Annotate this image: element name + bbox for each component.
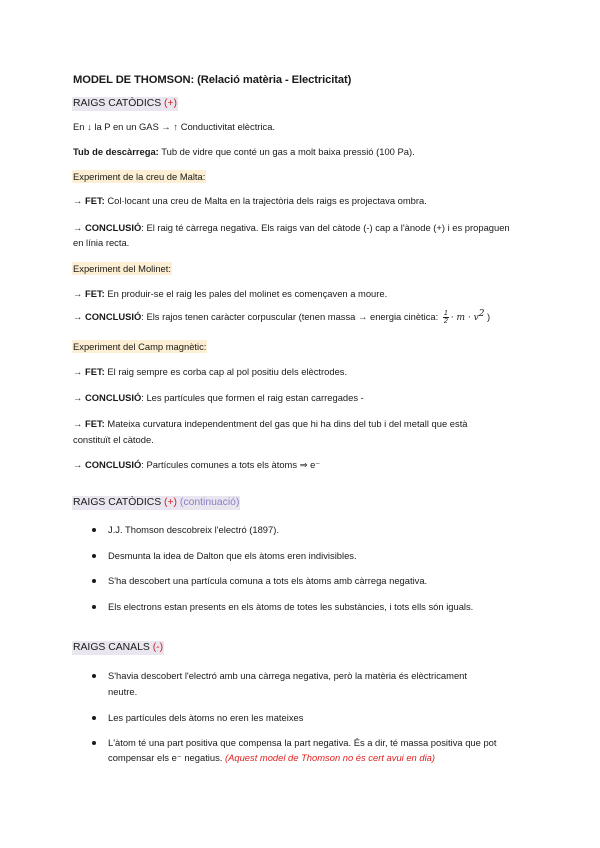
fet-label: FET:	[84, 288, 105, 299]
experiment-heading-molinet: Experiment del Molinet:	[73, 263, 171, 274]
arrow: →	[73, 222, 85, 233]
section-sign: (-)	[152, 642, 164, 653]
arrow: →	[73, 459, 85, 470]
arrow: →	[73, 288, 85, 299]
page-title: MODEL DE THOMSON: (Relació matèria - Electricitat)	[73, 74, 352, 86]
fet-line-4	[73, 418, 468, 429]
fet-line-1	[73, 195, 427, 206]
arrow: →	[73, 392, 85, 403]
bullet-dot	[92, 716, 96, 720]
conclusio-text: : El raig té càrrega negativa. Els raigs van del càtode (-) cap a l'ànode (+) i es propaguen	[141, 222, 510, 233]
conclusio-label: CONCLUSIÓ	[84, 459, 142, 470]
fet-line-2	[73, 288, 387, 299]
section-heading-text: RAIGS CANALS	[73, 642, 150, 653]
fraction-numerator: 1	[443, 310, 448, 318]
experiment-heading-creu-malta: Experiment de la creu de Malta:	[73, 171, 206, 182]
fet-text: El raig sempre es corba cap al pol positiu dels elèctrodes.	[104, 366, 348, 377]
list-item-text: compensar els e⁻ negatius.	[108, 752, 223, 763]
fet-label: FET:	[84, 418, 105, 429]
list-item: L'àtom té una part positiva que compensa la part negativa. És a dir, té massa positiva que pot	[108, 737, 497, 748]
fet-text: Mateixa curvatura independentment del gas que hi ha dins del tub i del metall que està	[104, 418, 468, 429]
fet-text: Col·locant una creu de Malta en la trajectòria dels raigs es projectava ombra.	[104, 195, 427, 206]
tub-label: Tub de descàrrega:	[73, 146, 159, 157]
conclusio-text: : Els rajos tenen caràcter corpuscular (tenen massa → energia cinètica:	[141, 311, 441, 323]
arrow: →	[73, 195, 85, 206]
bullet-dot	[92, 528, 96, 532]
conclusio-line-3	[73, 392, 364, 403]
conclusio-text: : Les partícules que formen el raig estan carregades -	[141, 392, 364, 403]
section-continuation: (continuació)	[179, 497, 240, 508]
list-item-cont	[108, 752, 435, 764]
fet-label: FET:	[84, 195, 105, 206]
tub-descarrega-line	[73, 146, 415, 157]
formula-close: )	[484, 311, 491, 323]
experiment-heading-camp-magnetic: Experiment del Camp magnètic:	[73, 341, 207, 352]
section-heading-text: RAIGS CATÒDICS	[73, 497, 162, 508]
fraction-one-half	[443, 310, 449, 325]
fet-label: FET:	[84, 366, 105, 377]
arrow: →	[73, 418, 85, 429]
conclusio-line-2	[73, 309, 490, 325]
list-item: S'ha descobert una partícula comuna a tots els àtoms amb càrrega negativa.	[108, 575, 428, 586]
fet-text: En produir-se el raig les pales del molinet es començaven a moure.	[104, 288, 388, 299]
conclusio-label: CONCLUSIÓ	[84, 222, 142, 233]
section-heading-raigs-catodics-continuacio	[72, 496, 240, 510]
fraction-denominator: 2	[443, 318, 448, 326]
bullet-dot	[92, 579, 96, 583]
conclusio-text: : Partícules comunes a tots els àtoms ⇒ e⁻	[141, 459, 321, 470]
bullet-dot	[92, 674, 96, 678]
bullet-dot	[92, 605, 96, 609]
list-item: S'havia descobert l'electró amb una càrrega negativa, però la matèria és elèctricament	[108, 670, 467, 681]
arrow: →	[73, 311, 85, 323]
bullet-dot	[92, 554, 96, 558]
section-heading-raigs-canals	[72, 641, 164, 655]
conclusio-line-4	[73, 459, 320, 471]
kinetic-formula: · m · v	[450, 313, 479, 324]
section-sign: (+)	[164, 98, 178, 109]
section-heading-raigs-catodics	[72, 97, 178, 111]
list-item: Els electrons estan presents en els àtoms de totes les substàncies, i tots ells són iguals.	[108, 601, 474, 612]
intro-line: En ↓ la P en un GAS → ↑ Conductivitat elèctrica.	[73, 121, 276, 132]
conclusio-line-1-cont: en línia recta.	[73, 237, 130, 248]
fet-line-4-cont: constituït el càtode.	[73, 434, 154, 445]
fet-line-3	[73, 366, 347, 377]
note-red: (Aquest model de Thomson no és cert avui en dia)	[225, 752, 436, 763]
list-item: Desmunta la idea de Dalton que els àtoms eren indivisibles.	[108, 550, 357, 561]
list-item-cont: neutre.	[108, 686, 138, 697]
conclusio-line-1	[73, 222, 510, 233]
formula-exponent: 2	[478, 309, 485, 319]
section-sign: (+)	[164, 497, 178, 508]
bullet-dot	[92, 741, 96, 745]
conclusio-label: CONCLUSIÓ	[84, 311, 142, 323]
section-heading-text: RAIGS CATÒDICS	[73, 98, 162, 109]
conclusio-label: CONCLUSIÓ	[84, 392, 142, 403]
tub-text: Tub de vidre que conté un gas a molt baixa pressió (100 Pa).	[158, 146, 415, 157]
list-item: J.J. Thomson descobreix l'electró (1897).	[108, 524, 279, 535]
arrow: →	[73, 366, 85, 377]
list-item: Les partícules dels àtoms no eren les mateixes	[108, 712, 304, 723]
